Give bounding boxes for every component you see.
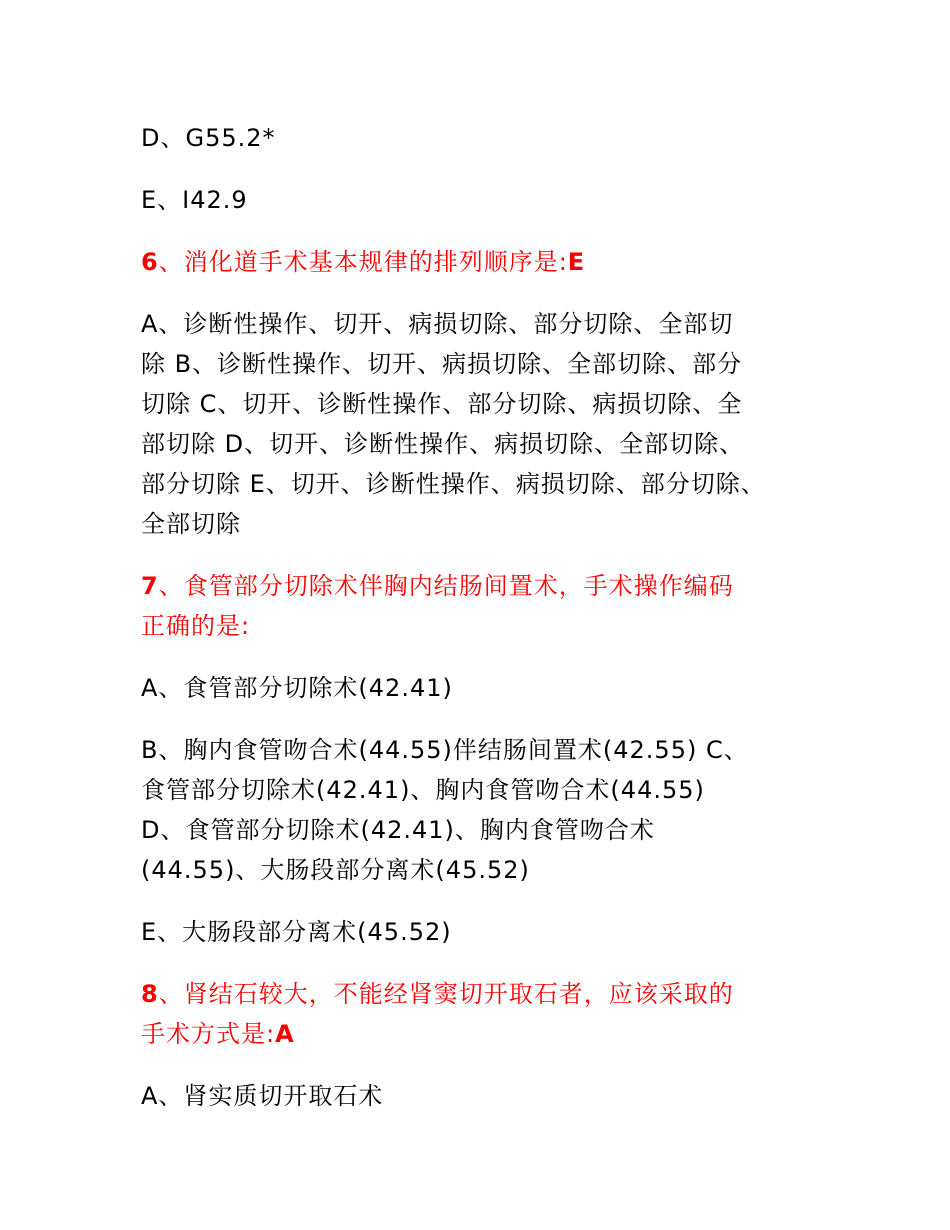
question-number: 6 — [141, 248, 159, 276]
option-line: (44.55)、大肠段部分离术(45.52) — [141, 856, 530, 884]
option-line: 全部切除 — [141, 510, 241, 538]
option-line: B、胸内食管吻合术(44.55)伴结肠间置术(42.55) C、 — [141, 736, 749, 764]
question-text: 、食管部分切除术伴胸内结肠间置术，手术操作编码 — [158, 572, 734, 600]
question-line — [141, 974, 821, 1014]
option-line: 食管部分切除术(42.41)、胸内食管吻合术(44.55) — [141, 776, 705, 804]
option-line: 部分切除 E、切开、诊断性操作、病损切除、部分切除、 — [141, 470, 766, 498]
option-a: A、食管部分切除术(42.41) — [141, 674, 453, 702]
question-answer: E — [567, 248, 586, 276]
question-number: 7 — [141, 572, 159, 600]
option-line: D、食管部分切除术(42.41)、胸内食管吻合术 — [141, 816, 655, 844]
question-8 — [141, 974, 821, 1054]
option-line: 除 B、诊断性操作、切开、病损切除、全部切除、部分 — [141, 350, 743, 378]
question-line — [141, 1014, 821, 1054]
option-line: 部切除 D、切开、诊断性操作、病损切除、全部切除、 — [141, 430, 745, 458]
option-e: E、I42.9 — [141, 186, 248, 214]
question-text: 手术方式是: — [141, 1020, 276, 1048]
option-e: E、大肠段部分离术(45.52) — [141, 918, 452, 946]
option-d: D、G55.2* — [141, 124, 276, 152]
question-line — [141, 606, 821, 646]
option-line: A、诊断性操作、切开、病损切除、部分切除、全部切 — [141, 310, 734, 338]
question-text: 正确的是: — [141, 612, 251, 640]
option-line: 切除 C、切开、诊断性操作、部分切除、病损切除、全 — [141, 390, 743, 418]
question-answer: A — [275, 1020, 295, 1048]
question-7-options — [141, 730, 821, 890]
question-line — [141, 566, 821, 606]
question-number: 8 — [141, 980, 159, 1008]
question-text: 、肾结石较大，不能经肾窦切开取石者，应该采取的 — [158, 980, 734, 1008]
question-6 — [141, 242, 821, 282]
question-text: 、消化道手术基本规律的排列顺序是: — [158, 248, 568, 276]
question-6-options — [141, 304, 821, 544]
document-content — [141, 118, 821, 1138]
option-a: A、肾实质切开取石术 — [141, 1082, 384, 1110]
question-7 — [141, 566, 821, 646]
